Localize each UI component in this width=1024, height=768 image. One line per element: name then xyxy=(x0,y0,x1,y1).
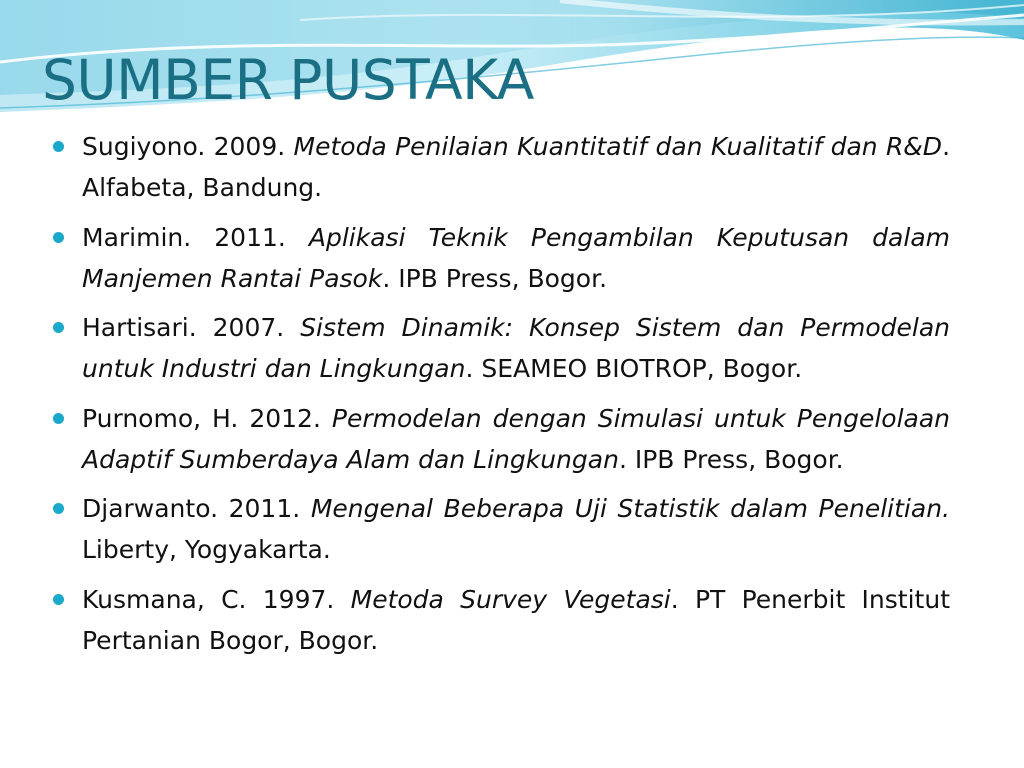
ref-title: Sistem Dinamik: Konsep Sistem dan Permodelan untuk Industri dan Lingkungan xyxy=(82,313,950,383)
ref-author: Kusmana, C. xyxy=(82,584,247,614)
ref-author: Sugiyono. xyxy=(82,132,206,161)
ref-title: Mengenal Beberapa Uji Statistik dalam Penelitian. xyxy=(310,494,950,523)
reference-item xyxy=(0,217,1024,299)
reference-text xyxy=(82,217,950,299)
bullet-dot-icon xyxy=(53,594,64,605)
ref-title: Metoda Survey Vegetasi xyxy=(350,584,671,614)
reference-text xyxy=(82,488,950,570)
reference-item xyxy=(0,126,1024,208)
ref-publisher: . IPB Press, Bogor. xyxy=(382,263,608,293)
bullet-dot-icon xyxy=(53,413,64,424)
ref-title: Aplikasi Teknik Pengambilan Keputusan dalam Manjemen Rantai Pasok xyxy=(82,222,950,293)
bullet-dot-icon xyxy=(53,322,64,333)
ref-year: 2009. xyxy=(213,132,286,161)
ref-year: 2011. xyxy=(214,222,286,252)
reference-text xyxy=(82,126,950,208)
reference-item xyxy=(0,488,1024,570)
reference-item xyxy=(0,307,1024,389)
ref-year: 2007. xyxy=(212,313,285,342)
reference-list xyxy=(0,126,1024,669)
slide-title: SUMBER PUSTAKA xyxy=(42,48,534,112)
ref-publisher: . Alfabeta, Bandung. xyxy=(82,132,951,202)
ref-year: 2012. xyxy=(249,403,321,433)
bullet-dot-icon xyxy=(53,503,64,514)
ref-publisher: . IPB Press, Bogor. xyxy=(618,444,844,474)
ref-author: Purnomo, H. xyxy=(82,403,239,433)
ref-author: Hartisari. xyxy=(82,313,197,342)
ref-publisher: . PT Penerbit Institut Pertanian Bogor, Bogor. xyxy=(82,584,950,655)
ref-author: Marimin. xyxy=(82,222,192,252)
bullet-dot-icon xyxy=(53,141,64,152)
ref-author: Djarwanto. xyxy=(82,494,219,523)
ref-year: 2011. xyxy=(228,494,301,523)
reference-item xyxy=(0,579,1024,661)
reference-text xyxy=(82,307,950,389)
ref-title: Permodelan dengan Simulasi untuk Pengelolaan Adaptif Sumberdaya Alam dan Lingkungan xyxy=(82,403,950,474)
ref-publisher: Liberty, Yogyakarta. xyxy=(82,535,331,564)
ref-publisher: . SEAMEO BIOTROP, Bogor. xyxy=(465,354,803,383)
bullet-dot-icon xyxy=(53,232,64,243)
reference-text xyxy=(82,579,950,661)
ref-title: Metoda Penilaian Kuantitatif dan Kualitatif dan R&D xyxy=(293,132,943,161)
ref-year: 1997. xyxy=(262,584,335,614)
reference-text xyxy=(82,398,950,480)
reference-item xyxy=(0,398,1024,480)
